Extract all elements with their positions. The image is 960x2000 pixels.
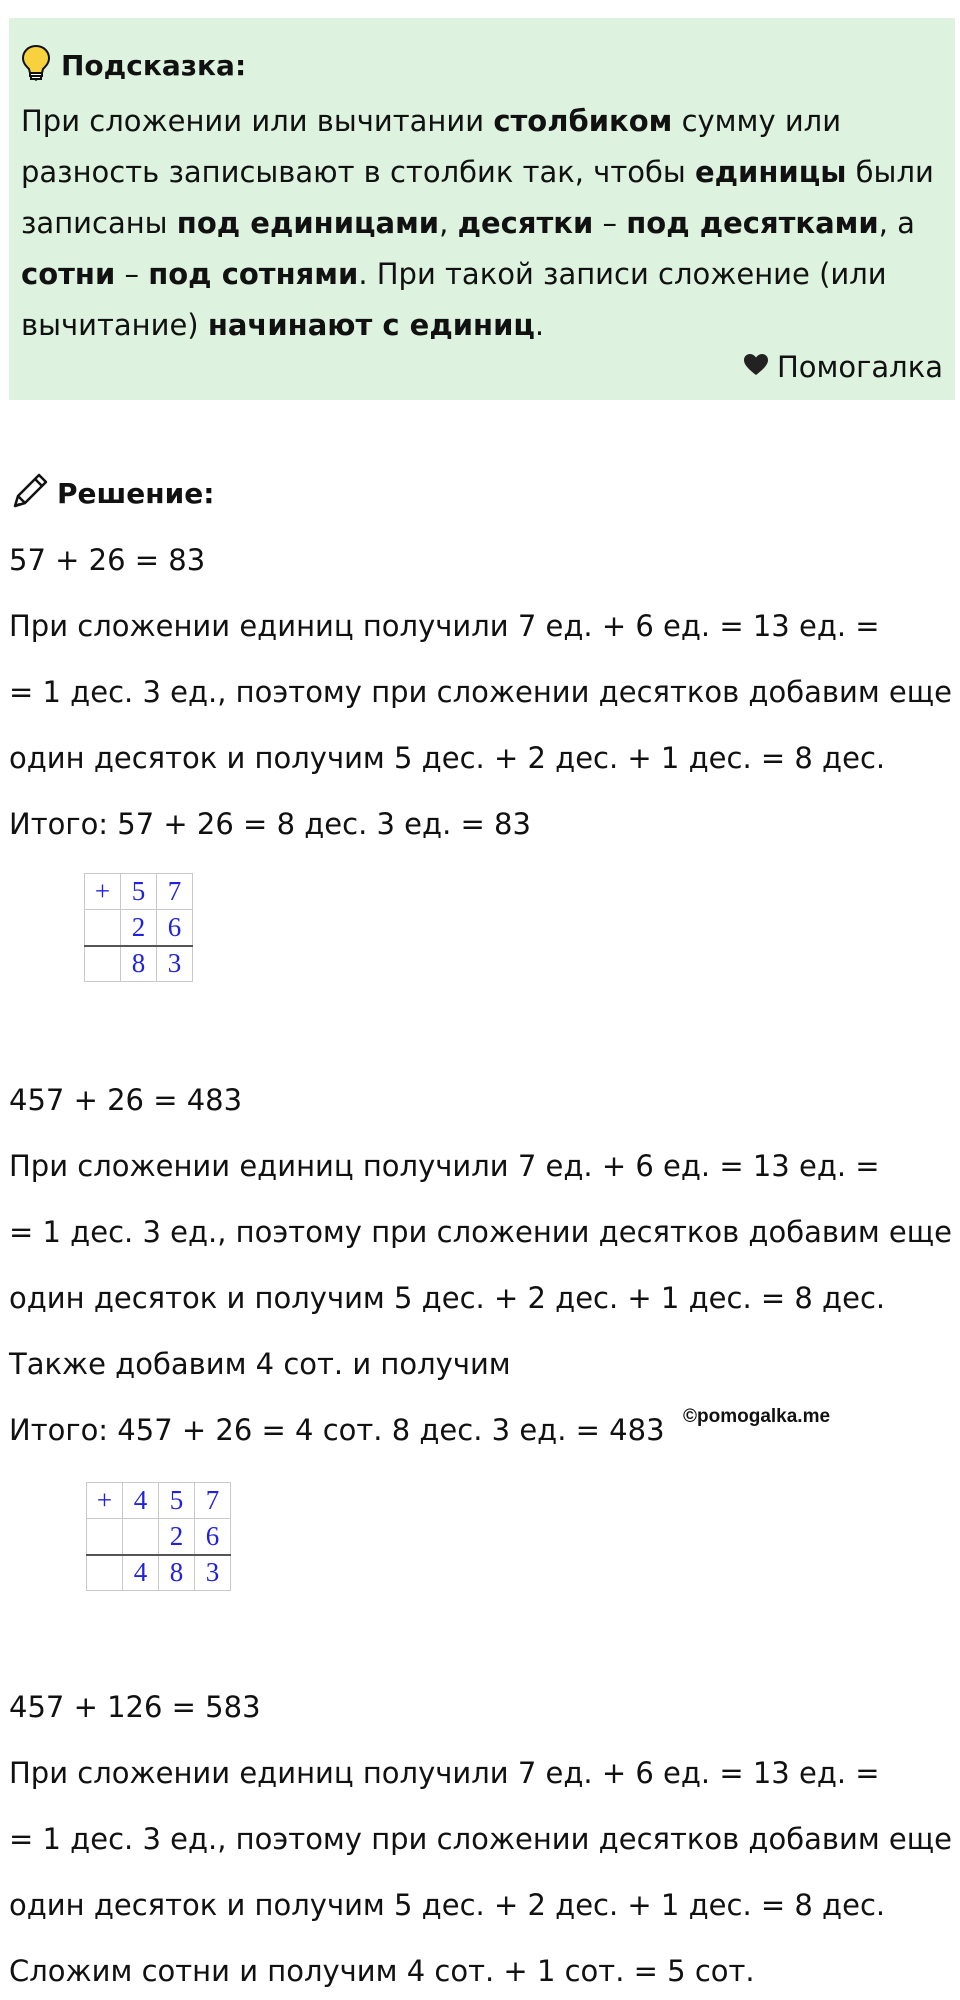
table-row <box>87 1483 231 1519</box>
table-row <box>85 946 193 982</box>
brand-text: Помогалка <box>777 350 943 384</box>
hint-text <box>21 96 941 351</box>
table-cell: 8 <box>159 1555 195 1591</box>
block2-line1: При сложении единиц получили 7 ед. + 6 ед. = 13 ед. = <box>9 1149 880 1183</box>
block1-line2: = 1 дес. 3 ед., поэтому при сложении десятков добавим еще <box>9 675 952 709</box>
table-cell: 3 <box>157 946 193 982</box>
hint-text-part: , а <box>878 206 915 240</box>
table-cell: 5 <box>121 874 157 910</box>
block1-equation: 57 + 26 = 83 <box>9 543 206 577</box>
hint-bold-pod-sotnyami: под сотнями <box>148 257 359 291</box>
hint-bold-pod-desyatkami: под десятками <box>626 206 879 240</box>
lightbulb-icon <box>21 44 51 86</box>
hint-bold-edinitsy: единицы <box>694 155 847 189</box>
hint-bold-pod-edinitsami: под единицами <box>176 206 440 240</box>
table-cell: 4 <box>123 1483 159 1519</box>
solution-title: Решение: <box>57 476 215 510</box>
solution-header <box>9 470 214 516</box>
hint-box <box>9 18 955 400</box>
block2-line5: Итого: 457 + 26 = 4 сот. 8 дес. 3 ед. = 483 <box>9 1413 665 1447</box>
block2-line2: = 1 дес. 3 ед., поэтому при сложении десятков добавим еще <box>9 1215 952 1249</box>
hint-bold-nachinayut: начинают с единиц <box>207 308 535 342</box>
hint-text-part: были записаны <box>21 155 934 240</box>
table-cell: 7 <box>195 1483 231 1519</box>
hint-text-part: , <box>439 206 458 240</box>
block3-line2: = 1 дес. 3 ед., поэтому при сложении десятков добавим еще <box>9 1822 952 1856</box>
hint-text-part: – <box>593 206 627 240</box>
hint-text-part: . При такой записи сложение (или вычитание) <box>21 257 887 342</box>
table-row <box>87 1519 231 1555</box>
table-cell: + <box>85 874 121 910</box>
heart-icon <box>743 350 777 384</box>
table-cell <box>123 1519 159 1555</box>
pencil-icon <box>9 470 51 516</box>
column-addition-2 <box>86 1482 231 1591</box>
table-cell: 6 <box>195 1519 231 1555</box>
block3-equation: 457 + 126 = 583 <box>9 1690 261 1724</box>
hint-text-part: сумму или разность записывают в столбик так, чтобы <box>21 104 842 189</box>
table-cell: 5 <box>159 1483 195 1519</box>
block3-line1: При сложении единиц получили 7 ед. + 6 ед. = 13 ед. = <box>9 1756 880 1790</box>
block2-equation: 457 + 26 = 483 <box>9 1083 243 1117</box>
table-row <box>85 910 193 946</box>
hint-bold-stolbikom: столбиком <box>493 104 673 138</box>
table-row <box>85 874 193 910</box>
table-cell: 2 <box>159 1519 195 1555</box>
hint-title: Подсказка: <box>61 48 247 82</box>
hint-text-part: . <box>534 308 545 342</box>
block3-line4: Сложим сотни и получим 4 сот. + 1 сот. = 5 сот. <box>9 1954 755 1988</box>
table-row <box>87 1555 231 1591</box>
block1-line1: При сложении единиц получили 7 ед. + 6 ед. = 13 ед. = <box>9 609 880 643</box>
block1-line3: один десяток и получим 5 дес. + 2 дес. + 1 дес. = 8 дес. <box>9 741 886 775</box>
block2-line3: один десяток и получим 5 дес. + 2 дес. + 1 дес. = 8 дес. <box>9 1281 886 1315</box>
table-cell: 3 <box>195 1555 231 1591</box>
table-cell <box>85 946 121 982</box>
block1-line4: Итого: 57 + 26 = 8 дес. 3 ед. = 83 <box>9 807 531 841</box>
table-cell: 6 <box>157 910 193 946</box>
block3-line3: один десяток и получим 5 дес. + 2 дес. + 1 дес. = 8 дес. <box>9 1888 886 1922</box>
column-addition-1 <box>84 873 193 982</box>
table-cell <box>87 1555 123 1591</box>
table-cell <box>87 1519 123 1555</box>
hint-text-part: – <box>115 257 149 291</box>
hint-bold-desyatki: десятки <box>457 206 594 240</box>
table-cell: + <box>87 1483 123 1519</box>
table-cell: 2 <box>121 910 157 946</box>
table-cell: 7 <box>157 874 193 910</box>
hint-text-part: При сложении или вычитании <box>21 104 494 138</box>
hint-bold-sotni: сотни <box>21 257 116 291</box>
brand-label <box>743 350 943 384</box>
hint-header <box>21 44 246 86</box>
table-cell <box>85 910 121 946</box>
watermark: ©pomogalka.me <box>683 1406 831 1427</box>
block2-line4: Также добавим 4 сот. и получим <box>9 1347 511 1381</box>
table-cell: 8 <box>121 946 157 982</box>
table-cell: 4 <box>123 1555 159 1591</box>
